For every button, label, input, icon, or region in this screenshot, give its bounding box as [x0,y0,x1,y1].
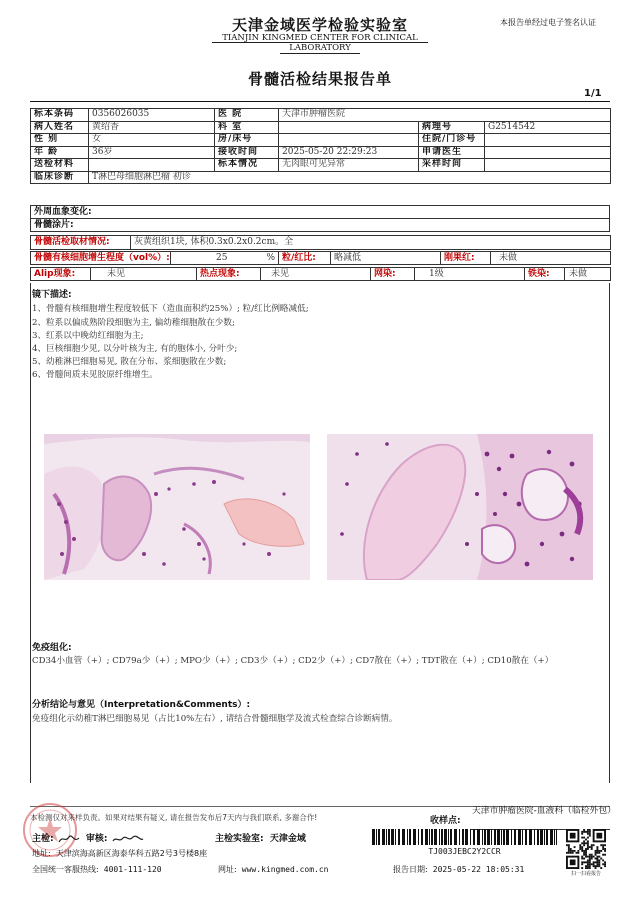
table-row [31,146,611,159]
name-value: 黄绍香 [89,121,215,134]
table-row [31,252,611,265]
alip-value: 未见 [91,268,197,281]
main-lab [215,831,306,844]
lab-name-en-line1: TIANJIN KINGMED CENTER FOR CLINICAL [222,33,418,43]
gender-value: 女 [89,134,215,147]
reviewer-signature [111,833,145,845]
alip-label: Alip现象: [31,268,91,281]
microscopy-title: 镜下描述: [32,290,72,300]
report-date-label: 报告日期: [393,865,428,874]
address-value: 天津滨海高新区海泰华科五路2号3号楼8座 [55,849,208,858]
age-label: 年 龄 [31,146,89,159]
tester-label: 主检: [32,834,54,844]
cellularity-label: 骨髓有核细胞增生程度（vol%）: [31,252,171,265]
receiver-label: 收样点: [430,816,461,826]
peripheral-blood-section [30,205,610,219]
conclusion-text: 免疫组化示幼稚T淋巴细胞易见（占比10%左右）, 请结合骨髓细胞学及流式检查综合诊断病情。 [32,714,398,724]
doctor-label: 申请医生 [419,146,485,159]
reticulin-value: 1级 [415,268,525,281]
inpatient-label: 住院/门诊号 [419,134,485,147]
main-lab-label: 主检实验室: [215,834,264,844]
address [32,848,207,859]
lab-name-cn: 天津金域医学检验实验室 [231,16,408,34]
website-value: www.kingmed.com.cn [241,865,329,874]
microscopy-line: 2、粒系以偏成熟阶段细胞为主, 偏幼稚细胞散在少数; [32,318,235,328]
table-row [31,109,611,122]
receiver-value: 天津市肿瘤医院-血液科（临检外包） [472,806,616,816]
doctor-value [485,146,611,159]
table-row [31,134,611,147]
table-row [31,236,611,250]
sampling-time-label: 采样时间 [419,159,485,172]
hotspot-label: 热点现象: [197,268,261,281]
age-value: 36岁 [89,146,215,159]
barcode-text: TJ003JEBC2Y2CCR [428,847,501,856]
alip-table [30,267,611,281]
iron-stain-value: 未做 [565,268,611,281]
microscopy-line: 4、巨核细胞少见, 以分叶核为主, 有的胞体小, 分叶少; [32,344,238,354]
cellularity-value: 25 [171,252,231,265]
reviewer-label: 审核: [85,834,108,844]
tester-signature [57,833,83,845]
pathology-no-value: G2514542 [485,121,611,134]
hospital-value: 天津市肿瘤医院 [279,109,611,122]
hotspot-value: 未见 [261,268,371,281]
granulo-ratio-value: 略减低 [331,252,441,265]
qr-code-icon [566,829,606,869]
website-label: 网址: [218,865,237,874]
header-divider [30,101,610,102]
website [218,864,329,875]
gender-label: 性 别 [31,134,89,147]
received-value: 2025-05-20 22:29:23 [279,146,419,159]
signature-note: 本报告单经过电子签名认证 [500,18,596,27]
received-label: 接收时间 [215,146,279,159]
microscopy-line: 6、骨髓间质未见胶原纤维增生。 [32,370,158,380]
material-label: 送检材料 [31,159,89,172]
iron-stain-label: 铁染: [525,268,565,281]
congo-red-label: 刚果红: [441,252,491,265]
diagnosis-value: T淋巴母细胞淋巴瘤 初诊 [89,171,611,184]
bed-label: 房/床号 [215,134,279,147]
main-lab-value: 天津金域 [269,834,306,844]
hotline-label: 全国统一客服热线: [32,865,99,874]
name-label: 病人姓名 [31,121,89,134]
sample-status-value: 无肉眼可见异常 [279,159,419,172]
peripheral-blood-label: 外周血象变化: [34,207,92,217]
report-title: 骨髓活检结果报告单 [247,70,392,88]
biopsy-material-table [30,235,611,250]
report-date [393,864,524,875]
ihc-title: 免疫组化: [32,643,72,653]
staff-signatures [32,831,145,845]
reticulin-label: 网染: [371,268,415,281]
lab-name-en-line2: LABORATORY [289,43,351,53]
congo-red-value: 未做 [491,252,611,265]
table-row [31,159,611,172]
biopsy-material-label: 骨髓活检取材情况: [31,236,131,250]
bone-marrow-smear-section [30,219,610,232]
footer-note: 本检测仅对来样负责。如果对结果有疑义, 请在报告发布后7天内与我们联系, 多谢合作! [30,813,318,822]
microscopy-line: 1、骨髓有核细胞增生程度较低下（造血面积约25%）; 粒/红比例略减低; [32,304,309,314]
dept-label: 科 室 [215,121,279,134]
table-row [31,121,611,134]
report-date-value: 2025-05-22 18:05:31 [432,865,525,874]
cellularity-unit: % [231,252,279,265]
hotline-value: 4001-111-120 [103,865,162,874]
barcode-icon [372,829,557,845]
sampling-time-value [485,159,611,172]
hospital-label: 医 院 [215,109,279,122]
inpatient-value [485,134,611,147]
sample-no-value: 0356026035 [89,109,215,122]
conclusion-title: 分析结论与意见（Interpretation&Comments）: [32,700,251,710]
sample-no-label: 标本条码 [31,109,89,122]
cellularity-table [30,251,611,265]
table-row [31,268,611,281]
bone-marrow-smear-label: 骨髓涂片: [34,220,74,230]
dept-value [279,121,419,134]
bed-value [279,134,419,147]
microscopy-line: 3、红系以中晚幼红细胞为主; [32,331,144,341]
lab-name-underline-2 [280,53,360,54]
ihc-text: CD34小血管（+）; CD79a少（+）; MPO少（+）; CD3少（+）; CD2少（+）; CD7散在（+）; TDT散在（+）; CD10散在（+） [32,656,554,666]
pathology-no-label: 病理号 [419,121,485,134]
material-value [89,159,215,172]
page-number: 1/1 [584,88,602,99]
histology-image-low-power [44,434,310,580]
sample-status-label: 标本情况 [215,159,279,172]
table-row [31,171,611,184]
qr-caption: 扫一扫看报告 [570,871,601,877]
histology-image-high-power [327,434,593,580]
diagnosis-label: 临床诊断 [31,171,89,184]
address-label: 地址: [32,849,51,858]
hotline [32,864,162,875]
biopsy-material-value: 灰黄组织1块, 体积0.3x0.2x0.2cm。全 [131,236,611,250]
granulo-ratio-label: 粒/红比: [279,252,331,265]
microscopy-line: 5、幼稚淋巴细胞易见, 散在分布、浆细胞散在少数; [32,357,227,367]
patient-info-table [30,108,611,184]
